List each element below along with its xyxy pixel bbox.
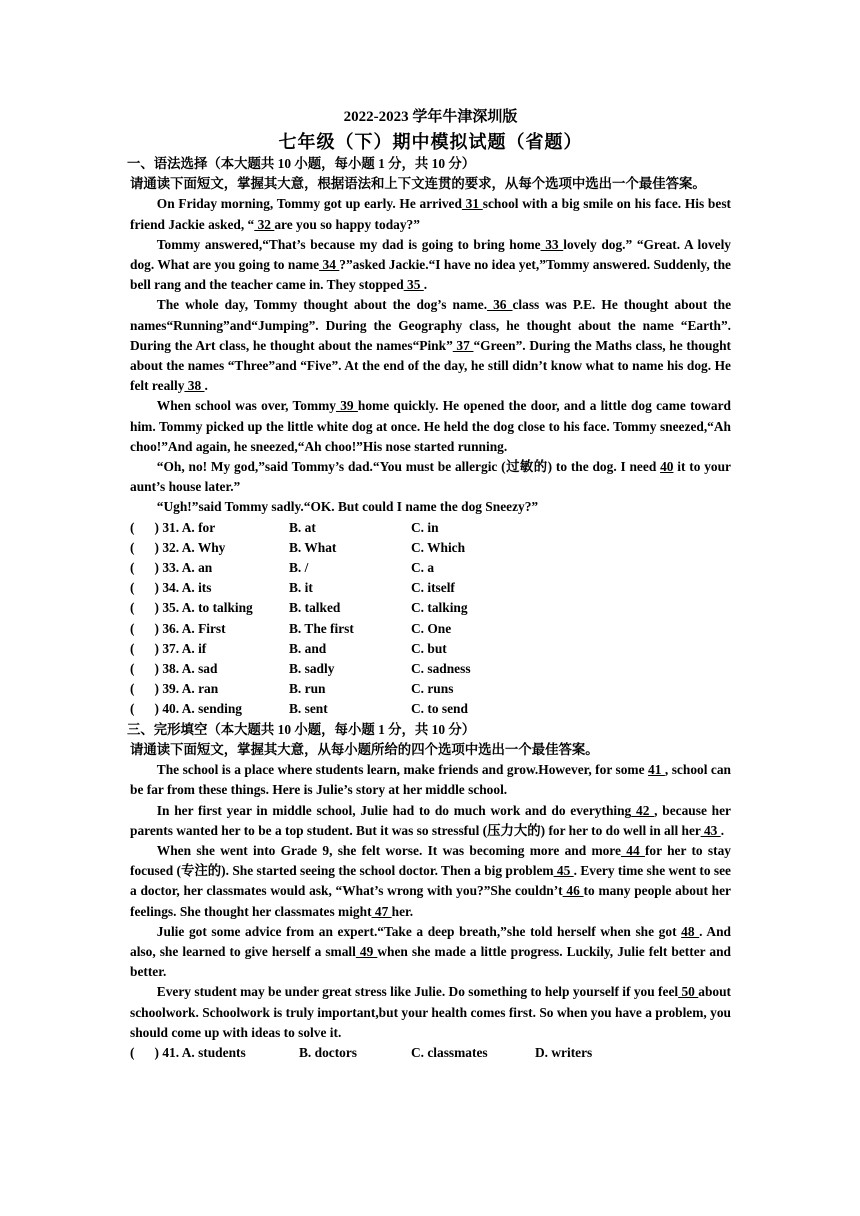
text: “Green”. During the Maths class, he thought about the names “Three”and “Five”. At the end of the day, he still didn’t know what to name his dog. He felt really xyxy=(130,337,731,394)
option-c: C. classmates xyxy=(411,1044,488,1060)
text: . And also, she learned to give herself a small xyxy=(130,923,731,959)
text: home quickly. He opened the door, and a little dog came toward him. Tommy picked up the little white dog at once. He held the dog close to his face. Tommy sneezed,“Ah choo!”And again, he sneezed,“Ah choo!”His nose started running. xyxy=(130,398,731,454)
blank-42: 42 xyxy=(631,802,655,818)
option-a: ( ) 41. A. students xyxy=(130,1044,246,1060)
option-row xyxy=(130,598,731,618)
blank-46: 46 xyxy=(562,883,584,899)
option-c: C. Which xyxy=(411,539,466,555)
text: The school is a place where students learn, make friends and grow.However, for some xyxy=(156,762,649,778)
paragraph xyxy=(130,801,731,841)
text: . xyxy=(204,378,208,394)
option-a: ( ) 31. A. for xyxy=(130,519,216,535)
option-c: C. One xyxy=(411,620,452,636)
text: her. xyxy=(391,903,414,919)
page-title: 2022-2023 学年牛津深圳版 xyxy=(343,109,518,125)
blank-34: 34 xyxy=(319,257,340,273)
option-d: D. writers xyxy=(535,1044,593,1060)
option-a: ( ) 39. A. ran xyxy=(130,681,219,697)
text: when she made a little progress. Luckily, Julie felt better and better. xyxy=(130,943,731,980)
section-instruction: 请通读下面短文，掌握其大意，从每小题所给的四个选项中选出一个最佳答案。 xyxy=(130,741,599,757)
blank-35: 35 xyxy=(403,277,424,293)
blank-31: 31 xyxy=(461,196,483,212)
option-b: B. run xyxy=(289,681,326,697)
text: , school can be far from these things. Here is Julie’s story at her middle school. xyxy=(130,762,731,798)
option-a: ( ) 35. A. to talking xyxy=(130,600,253,616)
text: “Oh, no! My god,”said Tommy’s dad.“You must be allergic (过敏的) to the dog. I need xyxy=(156,459,661,475)
text: to many people about her feelings. She thought her classmates might xyxy=(130,883,731,919)
option-b: B. sadly xyxy=(289,661,335,677)
option-a: ( ) 40. A. sending xyxy=(130,701,242,717)
text: . xyxy=(720,822,725,838)
text: school with a big smile on his face. His best friend Jackie asked, “ xyxy=(130,196,731,232)
blank-38: 38 xyxy=(184,378,205,394)
text: Julie got some advice from an expert.“Take a deep breath,”she told herself when she got xyxy=(156,923,682,939)
text: ?”asked Jackie.“I have no idea yet,”Tommy answered. Suddenly, the bell rang and the teacher came in. They stopped xyxy=(130,257,731,293)
blank-43: 43 xyxy=(700,822,721,838)
blank-47: 47 xyxy=(371,903,392,919)
blank-36: 36 xyxy=(487,297,513,313)
blank-39: 39 xyxy=(335,398,358,414)
option-a: ( ) 36. A. First xyxy=(130,620,226,636)
text: . xyxy=(423,277,428,293)
paragraph xyxy=(130,396,731,457)
paragraph xyxy=(130,235,731,296)
text: When school was over, Tommy xyxy=(156,398,336,414)
text: On Friday morning, Tommy got up early. He arrived xyxy=(156,196,462,212)
option-row xyxy=(130,518,731,538)
option-b: B. The first xyxy=(289,620,354,636)
option-c: C. itself xyxy=(411,580,455,596)
option-c: C. to send xyxy=(411,701,468,717)
text: it to your aunt’s house later.” xyxy=(130,459,731,495)
blank-44: 44 xyxy=(620,842,645,858)
text: lovely dog.” “Great. A lovely dog. What are you going to name xyxy=(130,236,731,273)
option-a: ( ) 34. A. its xyxy=(130,580,212,596)
page-subtitle: 七年级（下）期中模拟试题（省题） xyxy=(278,132,583,152)
text: The whole day, Tommy thought about the dog’s name. xyxy=(156,297,488,313)
blank-45: 45 xyxy=(553,863,574,879)
option-b: B. it xyxy=(289,580,313,596)
paragraph xyxy=(130,295,731,396)
exam-page xyxy=(127,106,732,1063)
paragraph xyxy=(130,760,731,800)
section-heading: 三、完形填空（本大题共 10 小题，每小题 1 分，共 10 分） xyxy=(127,721,476,737)
blank-49: 49 xyxy=(355,943,378,959)
option-row xyxy=(130,639,731,659)
text: , because her parents wanted her to be a top student. But it was so stressful (压力大的) for her to do well in all her xyxy=(130,802,731,838)
paragraph xyxy=(130,841,731,922)
option-a: ( ) 32. A. Why xyxy=(130,539,226,555)
paragraph xyxy=(130,457,731,497)
blank-48: 48 xyxy=(681,923,700,939)
option-c: C. in xyxy=(411,519,439,535)
options-list xyxy=(130,518,731,720)
option-row xyxy=(130,699,731,719)
text: for her to stay focused (专注的). She started seeing the school doctor. Then a big problem xyxy=(130,842,731,879)
option-b: B. and xyxy=(289,640,327,656)
option-b: B. at xyxy=(289,519,316,535)
option-row xyxy=(130,659,731,679)
option-b: B. talked xyxy=(289,600,341,616)
option-b: B. / xyxy=(289,560,309,576)
section-instruction: 请通读下面短文，掌握其大意，根据语法和上下文连贯的要求，从每个选项中选出一个最佳答案。 xyxy=(130,176,706,192)
text: about schoolwork. Schoolwork is truly important,but your health comes first. So when you have a problem, you should come up with ideas to solve it. xyxy=(130,984,731,1040)
text: In her first year in middle school, Julie had to do much work and do everything xyxy=(156,802,632,818)
paragraph xyxy=(130,194,731,234)
text: Tommy answered,“That’s because my dad is going to bring home xyxy=(156,236,541,252)
option-row xyxy=(130,1043,731,1063)
option-row xyxy=(130,619,731,639)
option-b: B. sent xyxy=(289,701,328,717)
text: Every student may be under great stress like Julie. Do something to help yourself if you feel xyxy=(156,984,679,1000)
option-row xyxy=(130,558,731,578)
option-c: C. but xyxy=(411,640,447,656)
blank-40: 40 xyxy=(660,459,674,475)
option-c: C. runs xyxy=(411,681,454,697)
text: . Every time she went to see a doctor, her classmates would ask, “What’s wrong with you?”She couldn’t xyxy=(130,863,731,899)
blank-37: 37 xyxy=(452,337,474,353)
option-a: ( ) 38. A. sad xyxy=(130,661,218,677)
blank-41: 41 xyxy=(648,762,665,778)
option-row xyxy=(130,679,731,699)
blank-33: 33 xyxy=(540,236,564,252)
section-heading: 一、语法选择（本大题共 10 小题，每小题 1 分，共 10 分） xyxy=(127,156,476,171)
option-row xyxy=(130,538,731,558)
paragraph xyxy=(130,497,731,517)
paragraph xyxy=(130,982,731,1043)
option-a: ( ) 33. A. an xyxy=(130,560,213,576)
text: are you so happy today?” xyxy=(274,216,420,232)
option-b: B. doctors xyxy=(299,1044,358,1060)
option-a: ( ) 37. A. if xyxy=(130,640,207,656)
option-c: C. a xyxy=(411,560,435,576)
blank-32: 32 xyxy=(254,216,275,232)
text: class was P.E. He thought about the names“Running”and“Jumping”. During the Geography class, he thought about the name “Earth”. During the Art class, he thought about the names“Pink” xyxy=(130,297,732,353)
option-b: B. What xyxy=(289,539,337,555)
paragraph xyxy=(130,922,731,983)
text: “Ugh!”said Tommy sadly.“OK. But could I name the dog Sneezy?” xyxy=(156,499,539,515)
option-row xyxy=(130,578,731,598)
text: When she went into Grade 9, she felt worse. It was becoming more and more xyxy=(156,842,621,858)
blank-50: 50 xyxy=(678,984,699,1000)
option-c: C. talking xyxy=(411,600,468,616)
option-c: C. sadness xyxy=(411,661,471,677)
